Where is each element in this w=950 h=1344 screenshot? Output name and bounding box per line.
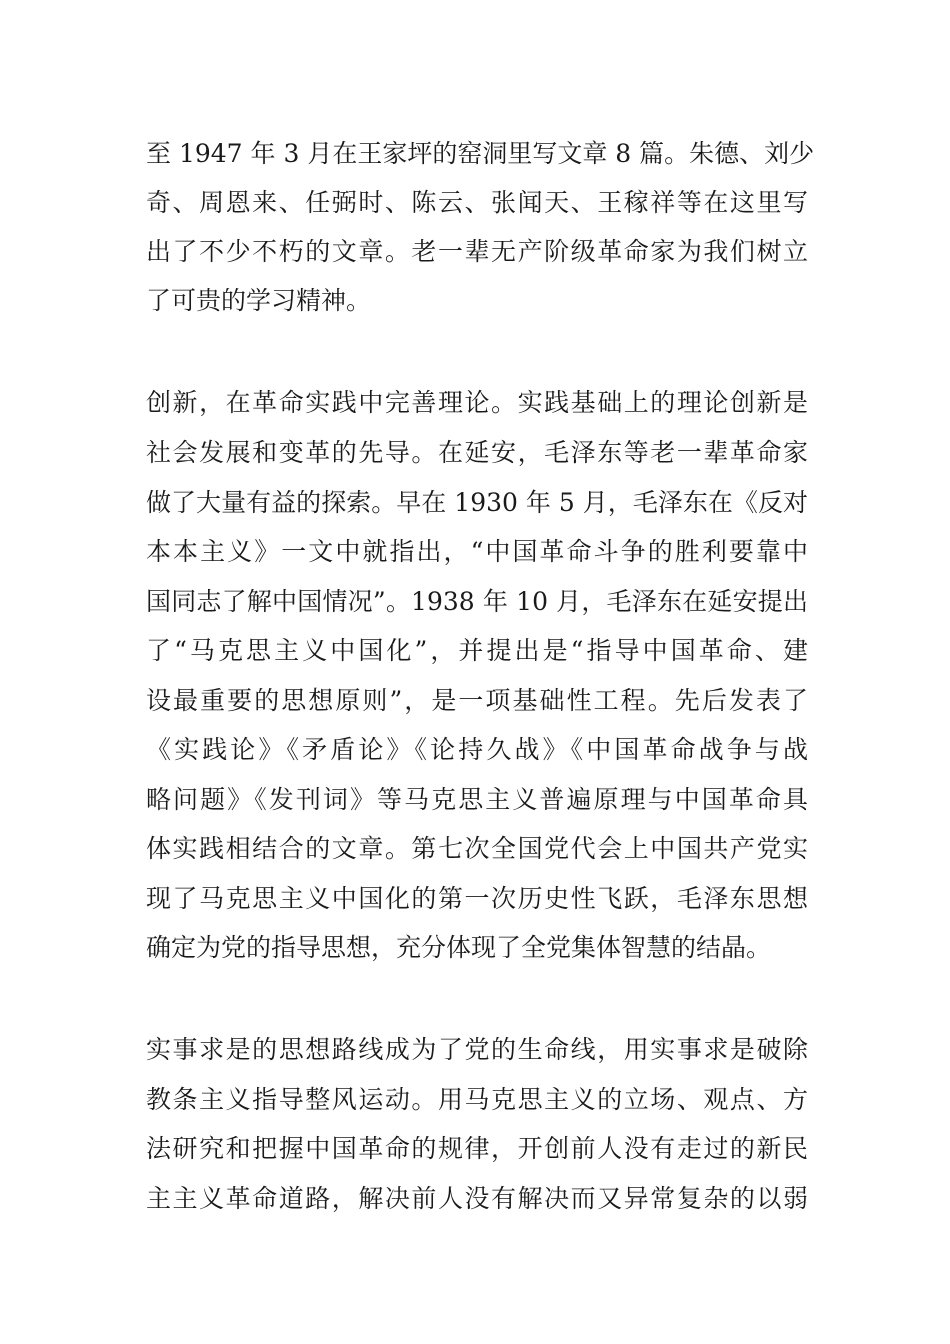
paragraph-2-line-2: 社会发展和变革的先导。在延安，毛泽东等老一辈革命家 [146,438,808,467]
paragraph-3-line-4: 主主义革命道路，解决前人没有解决而又异常复杂的以弱 [146,1184,808,1213]
paragraph-1-line-4: 了可贵的学习精神。 [146,286,372,315]
paragraph-2-line-4: 本本主义》一文中就指出，“中国革命斗争的胜利要靠中 [146,537,808,566]
paragraph-2-line-8: 《实践论》《矛盾论》《论持久战》《中国革命战争与战 [146,735,808,764]
paragraph-2-line-11: 现了马克思主义中国化的第一次历史性飞跃，毛泽东思想 [146,884,808,913]
paragraph-2-line-3: 做了大量有益的探索。早在 1930 年 5 月，毛泽东在《反对 [146,488,808,517]
paragraph-1-line-1: 至 1947 年 3 月在王家坪的窑洞里写文章 8 篇。朱德、刘少 [146,139,815,168]
paragraph-3-line-3: 法研究和把握中国革命的规律，开创前人没有走过的新民 [146,1134,808,1163]
paragraph-2-line-9: 略问题》《发刊词》等马克思主义普遍原理与中国革命具 [146,785,808,814]
paragraph-3-line-1: 实事求是的思想路线成为了党的生命线，用实事求是破除 [146,1035,808,1064]
paragraph-2-line-1: 创新，在革命实践中完善理论。实践基础上的理论创新是 [146,388,808,417]
paragraph-1-line-2: 奇、周恩来、任弼时、陈云、张闻天、王稼祥等在这里写 [146,188,808,217]
paragraph-1-line-3: 出了不少不朽的文章。老一辈无产阶级革命家为我们树立 [146,237,808,266]
paragraph-2-line-6: 了“马克思主义中国化”，并提出是“指导中国革命、建 [146,636,808,665]
paragraph-3-line-2: 教条主义指导整风运动。用马克思主义的立场、观点、方 [146,1085,808,1114]
paragraph-2-line-10: 体实践相结合的文章。第七次全国党代会上中国共产党实 [146,834,808,863]
paragraph-2-line-12: 确定为党的指导思想，充分体现了全党集体智慧的结晶。 [146,933,772,962]
paragraph-2-line-5: 国同志了解中国情况”。1938 年 10 月，毛泽东在延安提出 [146,587,808,616]
paragraph-2-line-7: 设最重要的思想原则”，是一项基础性工程。先后发表了 [146,686,808,715]
